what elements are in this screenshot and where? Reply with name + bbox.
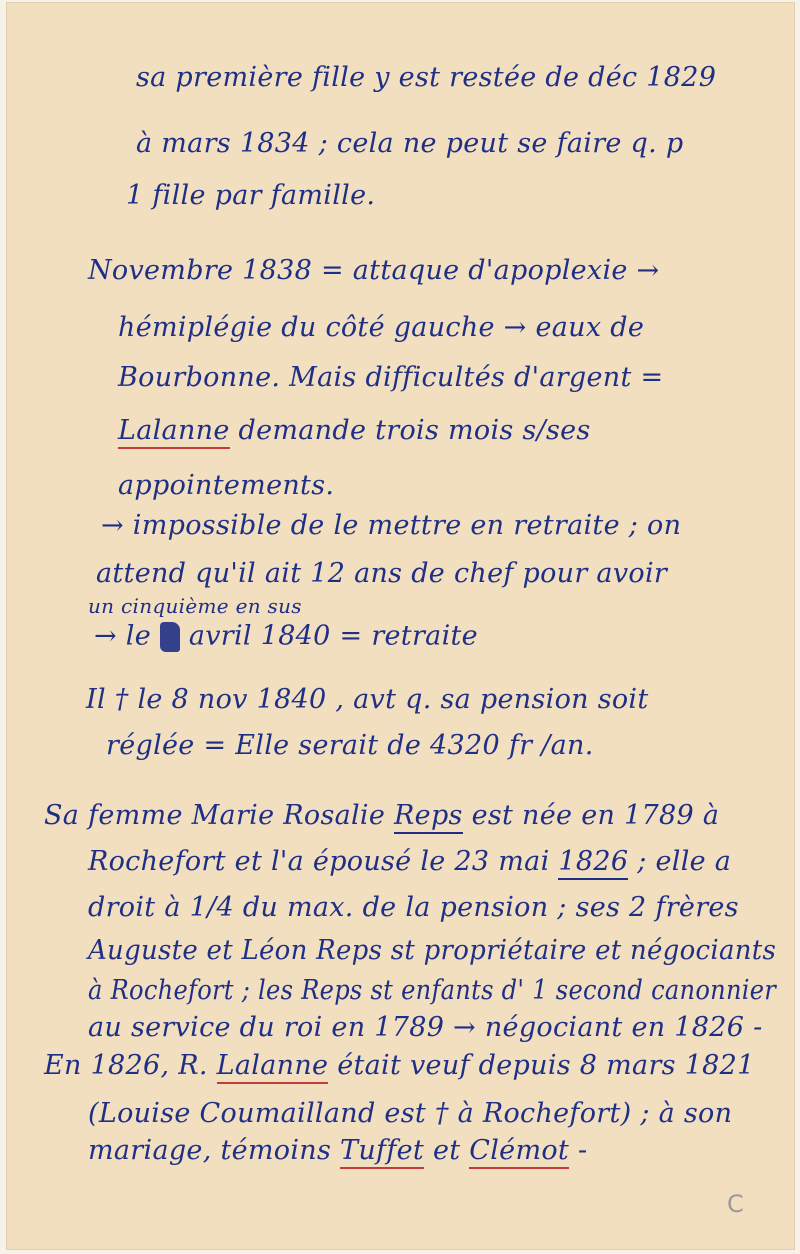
line-1: sa première fille y est restée de déc 1829 <box>136 62 717 93</box>
line-21-rest: était veuf depuis 8 mars 1821 <box>337 1050 755 1081</box>
line-9: → impossible de le mettre en retraite ; on <box>101 510 682 541</box>
line-23-start: mariage, témoins <box>88 1135 332 1166</box>
line-8: appointements. <box>118 470 335 501</box>
line-18: Auguste et Léon Reps st propriétaire et négociants <box>88 935 777 966</box>
line-2: à mars 1834 ; cela ne peut se faire q. p <box>136 128 684 159</box>
line-20: au service du roi en 1789 → négociant en 1826 - <box>88 1012 763 1043</box>
line-23-and: et <box>432 1135 461 1166</box>
line-15 <box>44 802 719 829</box>
line-23 <box>88 1137 587 1164</box>
line-5: hémiplégie du côté gauche → eaux de <box>118 312 645 343</box>
name-reps-underlined: Reps <box>394 800 463 834</box>
line-23-end: - <box>577 1135 588 1166</box>
line-15-start: Sa femme Marie Rosalie <box>44 800 386 831</box>
line-17: droit à 1/4 du max. de la pension ; ses 2 frères <box>88 892 739 923</box>
line-19: à Rochefort ; les Reps st enfants d' 1 second canonnier <box>88 975 777 1006</box>
line-12-rest: avril 1840 = retraite <box>188 620 478 652</box>
line-14: réglée = Elle serait de 4320 fr /an. <box>106 730 594 761</box>
corner-mark: C <box>727 1190 744 1218</box>
line-12-start: → le <box>94 620 152 652</box>
line-16-rest: ; elle a <box>637 846 732 877</box>
line-21-start: En 1826, R. <box>44 1050 208 1081</box>
name-lalanne-underlined-2: Lalanne <box>217 1050 329 1084</box>
name-clemot-underlined: Clémot <box>469 1135 569 1169</box>
line-16 <box>88 848 731 875</box>
line-13: Il † le 8 nov 1840 , avt q. sa pension soit <box>86 684 649 715</box>
line-7 <box>118 417 591 444</box>
year-1826-underlined: 1826 <box>558 846 628 880</box>
line-3: 1 fille par famille. <box>126 180 376 211</box>
line-4: Novembre 1838 = attaque d'apoplexie → <box>88 255 660 286</box>
line-12 <box>94 622 478 652</box>
line-10: attend qu'il ait 12 ans de chef pour avoir <box>96 558 668 589</box>
name-lalanne-underlined: Lalanne <box>118 415 230 449</box>
line-11: un cinquième en sus <box>88 594 302 618</box>
line-6: Bourbonne. Mais difficultés d'argent = <box>118 362 664 393</box>
line-21 <box>44 1052 755 1079</box>
line-15-rest: est née en 1789 à <box>471 800 720 831</box>
manuscript-page <box>6 2 795 1250</box>
name-tuffet-underlined: Tuffet <box>340 1135 424 1169</box>
line-16-start: Rochefort et l'a épousé le 23 mai <box>88 846 550 877</box>
line-7-rest: demande trois mois s/ses <box>238 415 591 446</box>
struck-out-date <box>160 622 180 652</box>
line-22: (Louise Coumailland est † à Rochefort) ; à son <box>88 1098 733 1129</box>
